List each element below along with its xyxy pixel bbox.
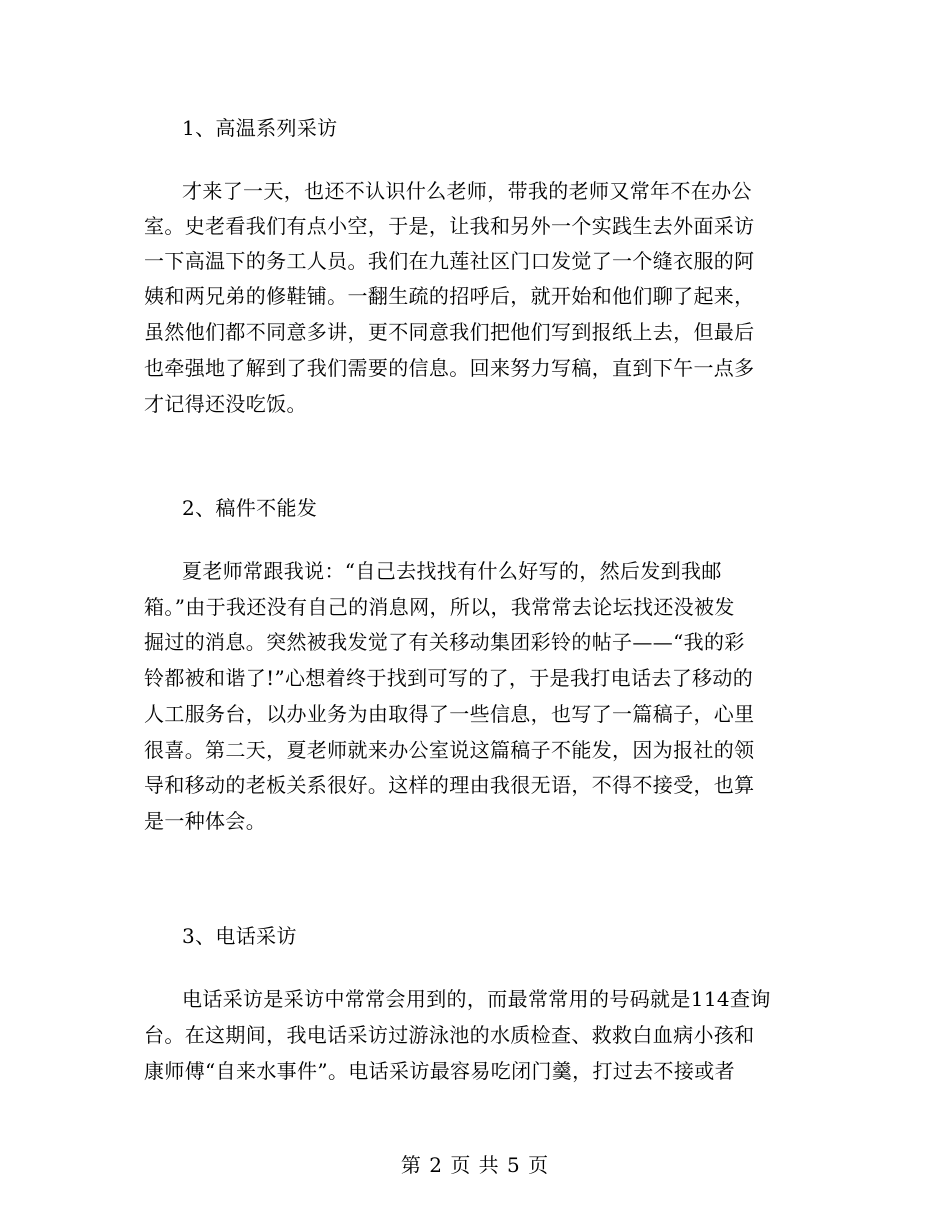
paragraph-line: 箱。”由于我还没有自己的消息网，所以，我常常去论坛找还没被发 — [144, 595, 735, 619]
paragraph-line: 掘过的消息。突然被我发觉了有关移动集团彩铃的帖子——“我的彩 — [144, 630, 745, 654]
paragraph-line: 虽然他们都不同意多讲，更不同意我们把他们写到报纸上去，但最后 — [144, 320, 755, 344]
paragraph-line: 也牵强地了解到了我们需要的信息。回来努力写稿，直到下午一点多 — [144, 356, 755, 380]
paragraph-line: 铃都被和谐了!”心想着终于找到可写的了，于是我打电话去了移动的 — [144, 666, 754, 690]
paragraph-line: 才记得还没吃饭。 — [144, 392, 307, 416]
paragraph-line: 很喜。第二天，夏老师就来办公室说这篇稿子不能发，因为报社的领 — [144, 738, 755, 762]
paragraph-line: 才来了一天，也还不认识什么老师，带我的老师又常年不在办公 — [182, 179, 752, 203]
paragraph-line: 人工服务台，以办业务为由取得了一些信息，也写了一篇稿子，心里 — [144, 702, 755, 726]
paragraph-line: 一下高温下的务工人员。我们在九莲社区门口发觉了一个缝衣服的阿 — [144, 249, 755, 273]
paragraph-line: 姨和两兄弟的修鞋铺。一翻生疏的招呼后，就开始和他们聊了起来， — [144, 284, 755, 308]
paragraph-line: 室。史老看我们有点小空，于是，让我和另外一个实践生去外面采访 — [144, 214, 755, 238]
paragraph-line: 导和移动的老板关系很好。这样的理由我很无语，不得不接受，也算 — [144, 773, 755, 797]
section-heading: 2、稿件不能发 — [182, 496, 318, 520]
section-heading: 1、高温系列采访 — [182, 116, 338, 140]
paragraph-line: 夏老师常跟我说：“自己去找找有什么好写的，然后发到我邮 — [182, 559, 722, 583]
paragraph-line: 台。在这期间，我电话采访过游泳池的水质检查、救救白血病小孩和 — [144, 1023, 755, 1047]
paragraph-line: 电话采访是采访中常常会用到的，而最常常用的号码就是114查询 — [182, 987, 771, 1011]
section-heading: 3、电话采访 — [182, 924, 297, 948]
paragraph-line: 是一种体会。 — [144, 809, 267, 833]
paragraph-line: 康师傅“自来水事件”。电话采访最容易吃闭门羹，打过去不接或者 — [144, 1059, 735, 1083]
page-number: 第 2 页 共 5 页 — [400, 1153, 550, 1177]
